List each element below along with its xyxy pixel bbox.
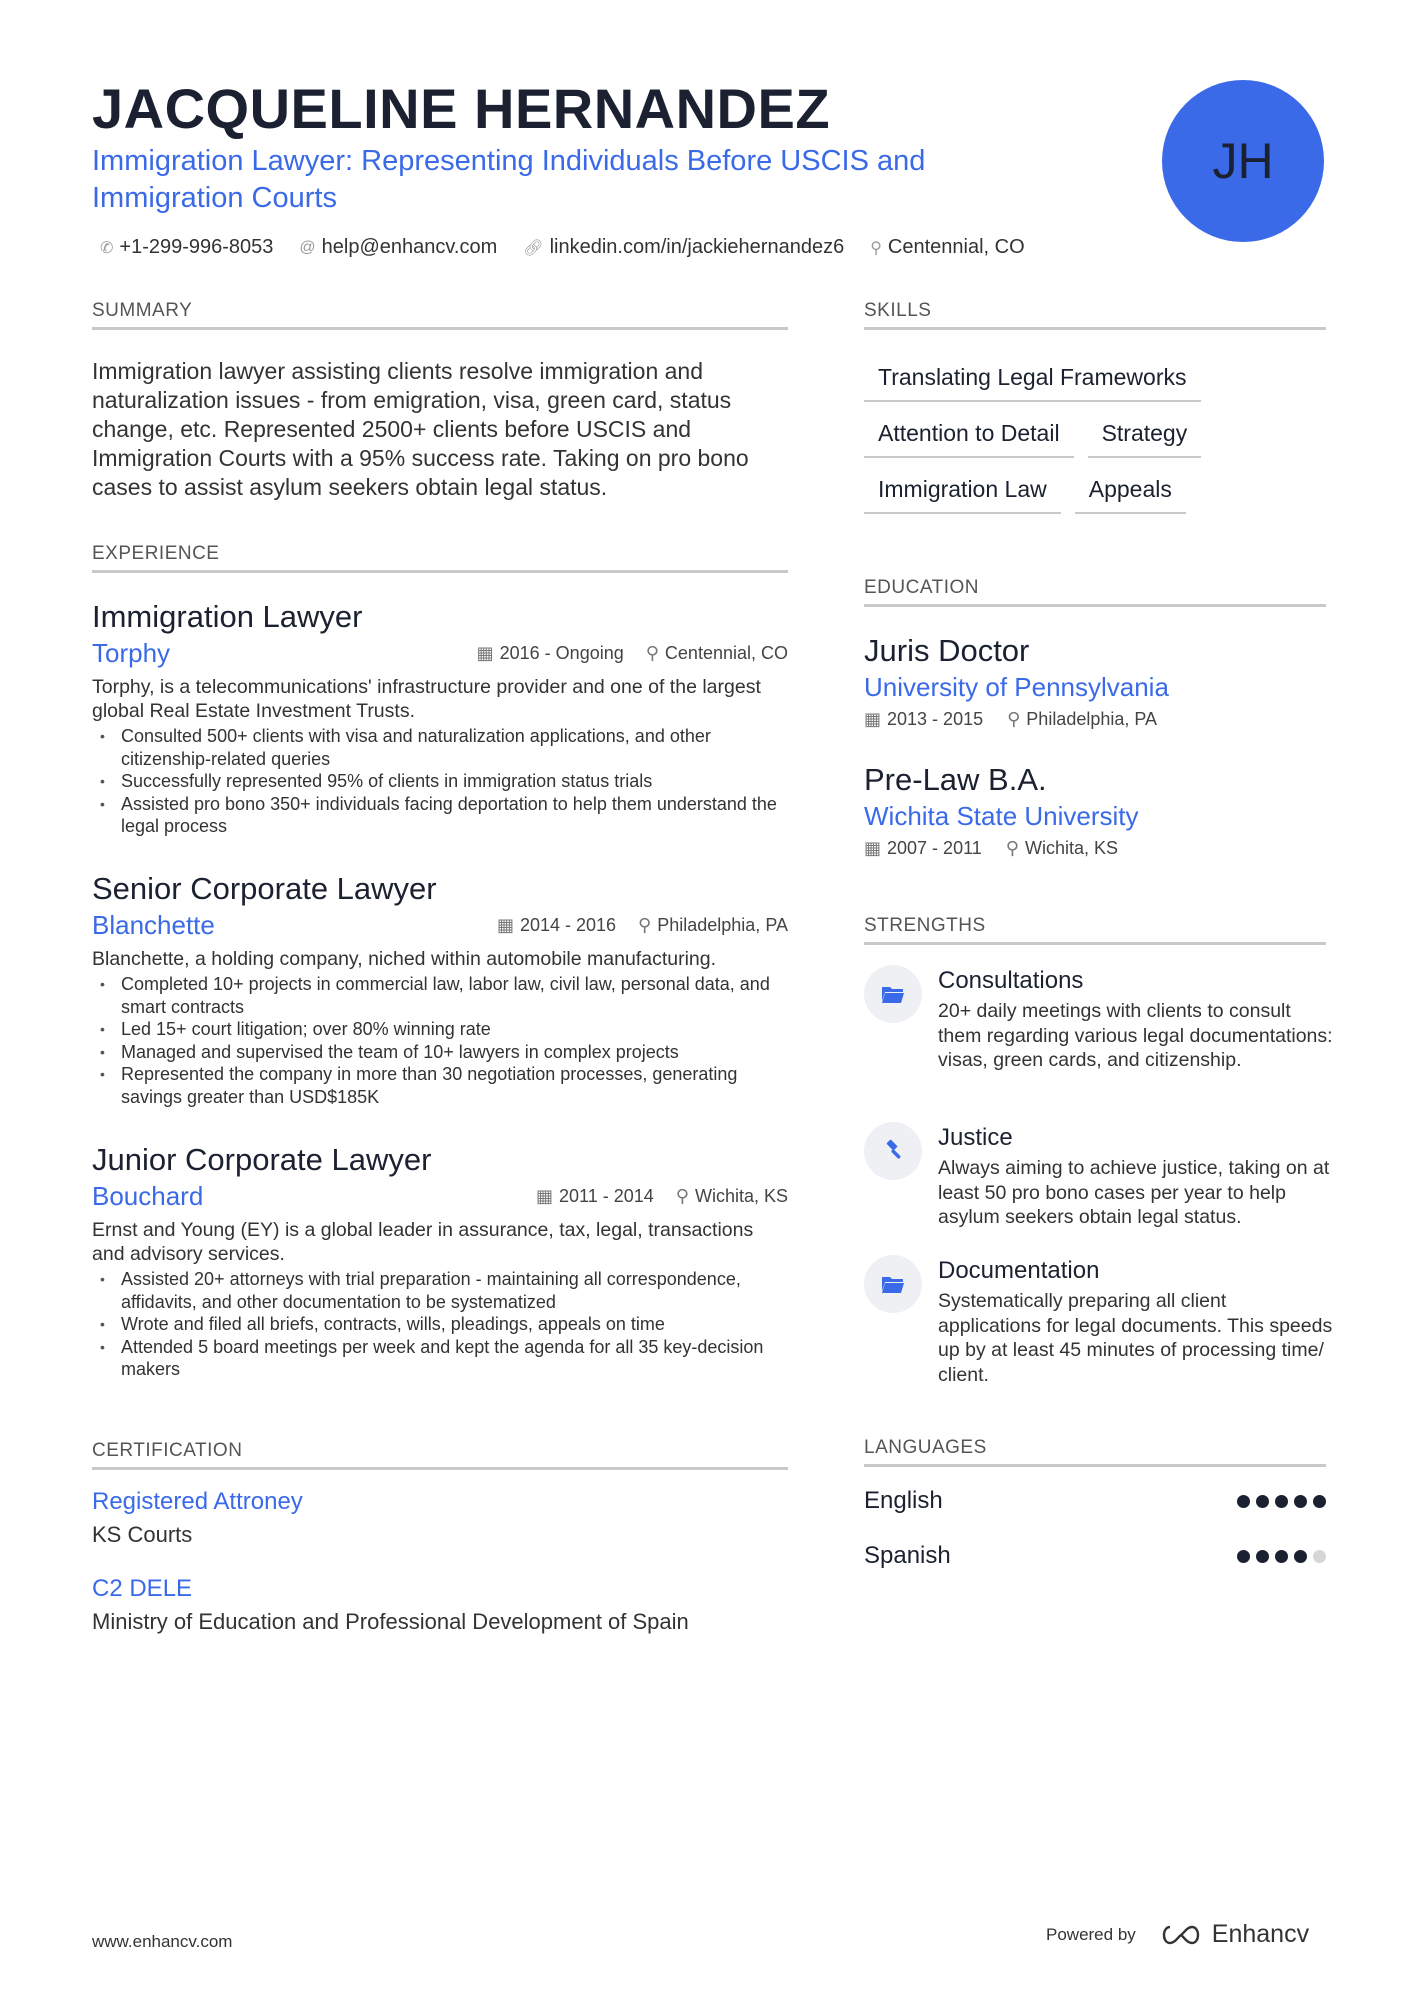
skill-tag: Translating Legal Frameworks: [864, 360, 1201, 402]
strength-description: 20+ daily meetings with clients to consult them regarding various legal documentations: visas, green cards, and citizenship.: [938, 1000, 1333, 1071]
company-description: Ernst and Young (EY) is a global leader in assurance, tax, legal, transactions and advisory services.: [92, 1219, 754, 1265]
edu-dates-text: 2013 - 2015: [887, 709, 984, 729]
footer-website[interactable]: www.enhancv.com: [92, 1932, 233, 1951]
achievement-item: • Consulted 500+ clients with visa and naturalization applications, and other citizenship-related queries: [92, 725, 788, 770]
level-dot-empty: [1313, 1550, 1326, 1563]
achievement-item: • Managed and supervised the team of 10+ lawyers in complex projects: [92, 1041, 788, 1064]
contact-linkedin[interactable]: [523, 236, 844, 259]
calendar-icon: ▦: [864, 709, 882, 729]
strength-description: Always aiming to achieve justice, taking on at least 50 pro bono cases per year to help asylum seekers obtain legal status.: [938, 1157, 1330, 1228]
company-description: Blanchette, a holding company, niched within automobile manufacturing.: [92, 948, 717, 970]
certification-name: C2 DELE: [92, 1575, 193, 1602]
language-name: Spanish: [864, 1542, 951, 1569]
language-level: [1237, 1550, 1326, 1563]
level-dot-filled: [1237, 1495, 1250, 1508]
location-pin-icon: ⚲: [675, 1186, 689, 1206]
folder-icon: [864, 1255, 922, 1313]
job-dates-text: 2016 - Ongoing: [499, 643, 624, 663]
phone-text: +1-299-996-8053: [119, 236, 274, 258]
achievement-item: • Assisted pro bono 350+ individuals facing deportation to help them understand the legal process: [92, 793, 788, 838]
achievement-list: [92, 1268, 788, 1381]
job-dates: [497, 915, 616, 936]
gavel-icon: [864, 1122, 922, 1180]
linkedin-text: linkedin.com/in/jackiehernandez6: [549, 236, 845, 258]
level-dot-filled: [1313, 1495, 1326, 1508]
language-name: English: [864, 1487, 943, 1514]
experience-item: [92, 598, 788, 838]
experience-item: [92, 870, 788, 1108]
section-title-strengths: STRENGTHS: [864, 915, 1326, 945]
job-location-text: Philadelphia, PA: [657, 915, 788, 935]
section-title-experience: EXPERIENCE: [92, 543, 788, 573]
certification-name: Registered Attroney: [92, 1488, 303, 1515]
contact-bar: [100, 236, 1025, 259]
strength-item: [864, 965, 1334, 1073]
language-level: [1237, 1495, 1326, 1508]
folder-icon: [864, 965, 922, 1023]
location-pin-icon: ⚲: [1007, 709, 1021, 729]
level-dot-filled: [1256, 1550, 1269, 1563]
company-name: Bouchard: [92, 1181, 204, 1211]
achievement-item: • Represented the company in more than 30 negotiation processes, generating savings greater than USD$185K: [92, 1063, 788, 1108]
skill-tag: Attention to Detail: [864, 416, 1074, 458]
degree: Juris Doctor: [864, 633, 1030, 668]
certification-issuer: KS Courts: [92, 1522, 193, 1547]
achievement-item: • Successfully represented 95% of clients in immigration status trials: [92, 770, 788, 793]
contact-phone[interactable]: [100, 236, 273, 259]
degree: Pre-Law B.A.: [864, 762, 1047, 797]
section-title-languages: LANGUAGES: [864, 1437, 1326, 1467]
school-name: University of Pennsylvania: [864, 672, 1169, 702]
skill-tag: Appeals: [1075, 472, 1186, 514]
job-dates: [477, 643, 624, 664]
location-pin-icon: ⚲: [1005, 838, 1019, 858]
language-item: [864, 1542, 1326, 1570]
location-pin-icon: ⚲: [870, 239, 882, 257]
job-dates: [536, 1186, 654, 1207]
level-dot-filled: [1275, 1495, 1288, 1508]
achievement-list: [92, 725, 788, 838]
strength-title: Justice: [938, 1124, 1013, 1151]
phone-icon: ✆: [100, 239, 114, 257]
enhancv-logo-icon: [1158, 1923, 1204, 1947]
link-icon: 🔗︎: [523, 239, 544, 257]
certification-item: [92, 1575, 788, 1635]
powered-by-label: Powered by: [1046, 1924, 1136, 1944]
job-location: [638, 915, 788, 936]
job-dates-text: 2014 - 2016: [519, 915, 617, 935]
language-item: [864, 1487, 1326, 1515]
section-title-summary: SUMMARY: [92, 300, 788, 330]
education-item: [864, 761, 1334, 859]
edu-dates-text: 2007 - 2011: [887, 838, 982, 858]
edu-location-text: Philadelphia, PA: [1026, 709, 1158, 729]
strength-title: Documentation: [938, 1257, 1100, 1284]
skills-list: [864, 360, 1334, 528]
section-title-education: EDUCATION: [864, 577, 1326, 607]
job-title: Immigration Lawyer: [92, 599, 363, 634]
achievement-item: • Led 15+ court litigation; over 80% winning rate: [92, 1018, 788, 1041]
experience-item: [92, 1141, 788, 1381]
job-title: Senior Corporate Lawyer: [92, 871, 437, 906]
job-location: [676, 1186, 788, 1207]
edu-dates: [864, 838, 982, 859]
strength-title: Consultations: [938, 967, 1084, 994]
contact-location: [870, 236, 1024, 259]
location-pin-icon: ⚲: [645, 643, 659, 663]
job-location: [646, 643, 788, 664]
strength-description: Systematically preparing all client applications for legal documents. This speeds up by at least 45 minutes of processing time/ client.: [938, 1290, 1333, 1386]
brand-logo[interactable]: [1158, 1920, 1309, 1949]
edu-location: [1006, 838, 1118, 859]
level-dot-filled: [1294, 1550, 1307, 1563]
at-icon: @: [299, 238, 316, 256]
achievement-list: [92, 973, 788, 1108]
avatar-initials: JH: [1212, 133, 1274, 189]
summary-text: Immigration lawyer assisting clients resolve immigration and naturalization issues - from emigration, visa, green card, status change, etc. Represented 2500+ clients before USCIS and Immigration Courts with a 95% success rate. Taking on pro bono cases to assist asylum seekers obtain legal status.: [92, 358, 749, 500]
strength-item: [864, 1255, 1334, 1387]
company-description: Torphy, is a telecommunications' infrastructure provider and one of the largest global Real Estate Investment Trusts.: [92, 676, 761, 722]
certification-issuer: Ministry of Education and Professional Development of Spain: [92, 1609, 689, 1634]
location-text: Centennial, CO: [887, 236, 1025, 258]
level-dot-filled: [1275, 1550, 1288, 1563]
level-dot-filled: [1294, 1495, 1307, 1508]
company-name: Torphy: [92, 638, 171, 668]
job-location-text: Centennial, CO: [664, 643, 788, 663]
calendar-icon: ▦: [476, 643, 494, 663]
achievement-item: • Wrote and filed all briefs, contracts, wills, pleadings, appeals on time: [92, 1313, 788, 1336]
calendar-icon: ▦: [496, 915, 514, 935]
edu-location-text: Wichita, KS: [1024, 838, 1118, 858]
certification-item: [92, 1488, 788, 1548]
edu-location: [1007, 709, 1157, 730]
skill-tag: Immigration Law: [864, 472, 1061, 514]
job-title: Junior Corporate Lawyer: [92, 1142, 432, 1177]
section-title-certification: CERTIFICATION: [92, 1440, 788, 1470]
footer-branding: [1046, 1920, 1309, 1949]
education-item: [864, 632, 1334, 730]
job-location-text: Wichita, KS: [694, 1186, 788, 1206]
school-name: Wichita State University: [864, 801, 1139, 831]
skill-tag: Strategy: [1088, 416, 1202, 458]
email-text: help@enhancv.com: [321, 236, 498, 258]
level-dot-filled: [1237, 1550, 1250, 1563]
calendar-icon: ▦: [864, 838, 882, 858]
company-name: Blanchette: [92, 910, 215, 940]
section-title-skills: SKILLS: [864, 300, 1326, 330]
achievement-item: • Attended 5 board meetings per week and kept the agenda for all 35 key-decision makers: [92, 1336, 788, 1381]
calendar-icon: ▦: [536, 1186, 554, 1206]
achievement-item: • Assisted 20+ attorneys with trial preparation - maintaining all correspondence, affidavits, and other documentation to be systematized: [92, 1268, 788, 1313]
strength-item: [864, 1122, 1334, 1230]
headline: Immigration Lawyer: Representing Individuals Before USCIS and Immigration Courts: [92, 145, 926, 214]
level-dot-filled: [1256, 1495, 1269, 1508]
brand-name: Enhancv: [1211, 1920, 1310, 1948]
candidate-name: JACQUELINE HERNANDEZ: [92, 77, 831, 140]
contact-email[interactable]: [299, 236, 497, 259]
location-pin-icon: ⚲: [638, 915, 652, 935]
achievement-item: • Completed 10+ projects in commercial law, labor law, civil law, personal data, and smart contracts: [92, 973, 788, 1018]
avatar: [1162, 80, 1324, 242]
job-dates-text: 2011 - 2014: [559, 1186, 654, 1206]
edu-dates: [864, 709, 983, 730]
